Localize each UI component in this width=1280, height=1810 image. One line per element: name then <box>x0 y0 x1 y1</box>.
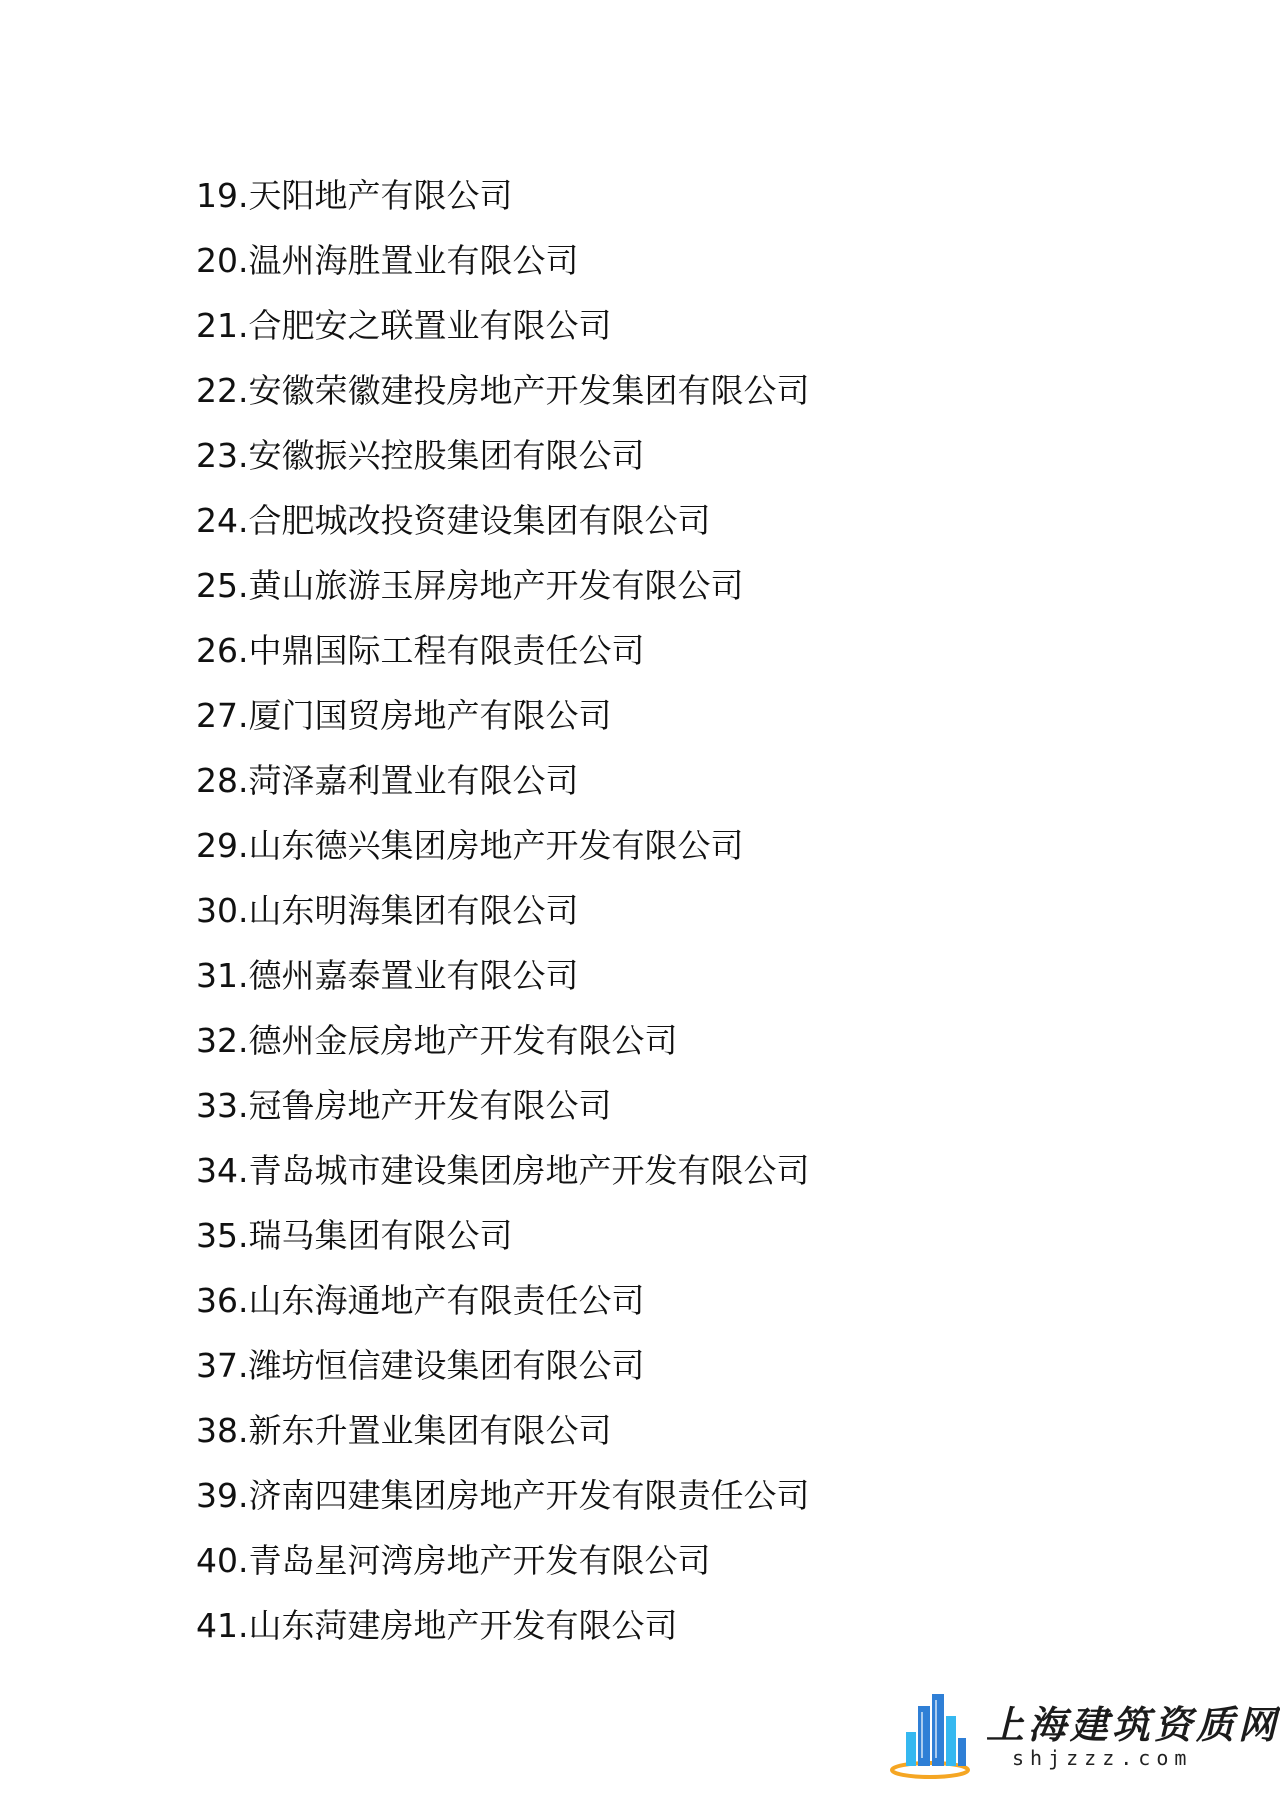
watermark <box>888 1686 1280 1786</box>
list-item: 28.菏泽嘉利置业有限公司 <box>196 761 579 800</box>
list-item: 37.潍坊恒信建设集团有限公司 <box>196 1346 645 1385</box>
company-list <box>196 168 809 1663</box>
list-item: 35.瑞马集团有限公司 <box>196 1216 513 1255</box>
list-item: 19.天阳地产有限公司 <box>196 176 513 215</box>
list-item: 29.山东德兴集团房地产开发有限公司 <box>196 826 744 865</box>
list-item: 36.山东海通地产有限责任公司 <box>196 1281 645 1320</box>
list-item: 26.中鼎国际工程有限责任公司 <box>196 631 645 670</box>
list-item: 39.济南四建集团房地产开发有限责任公司 <box>196 1476 810 1515</box>
list-item: 38.新东升置业集团有限公司 <box>196 1411 612 1450</box>
list-item: 23.安徽振兴控股集团有限公司 <box>196 436 645 475</box>
city-skyline-icon <box>888 1686 980 1782</box>
watermark-title: 上海建筑资质网 <box>986 1702 1280 1747</box>
list-item: 21.合肥安之联置业有限公司 <box>196 306 612 345</box>
list-item: 31.德州嘉泰置业有限公司 <box>196 956 579 995</box>
list-item: 27.厦门国贸房地产有限公司 <box>196 696 612 735</box>
list-item: 24.合肥城改投资建设集团有限公司 <box>196 501 711 540</box>
watermark-domain: shjzzz.com <box>1012 1746 1193 1770</box>
list-item: 30.山东明海集团有限公司 <box>196 891 579 930</box>
list-item: 22.安徽荣徽建投房地产开发集团有限公司 <box>196 371 810 410</box>
list-item: 25.黄山旅游玉屏房地产开发有限公司 <box>196 566 744 605</box>
list-item: 40.青岛星河湾房地产开发有限公司 <box>196 1541 711 1580</box>
list-item: 33.冠鲁房地产开发有限公司 <box>196 1086 612 1125</box>
list-item: 20.温州海胜置业有限公司 <box>196 241 579 280</box>
list-item: 41.山东菏建房地产开发有限公司 <box>196 1606 678 1645</box>
list-item: 32.德州金辰房地产开发有限公司 <box>196 1021 678 1060</box>
list-item: 34.青岛城市建设集团房地产开发有限公司 <box>196 1151 810 1190</box>
